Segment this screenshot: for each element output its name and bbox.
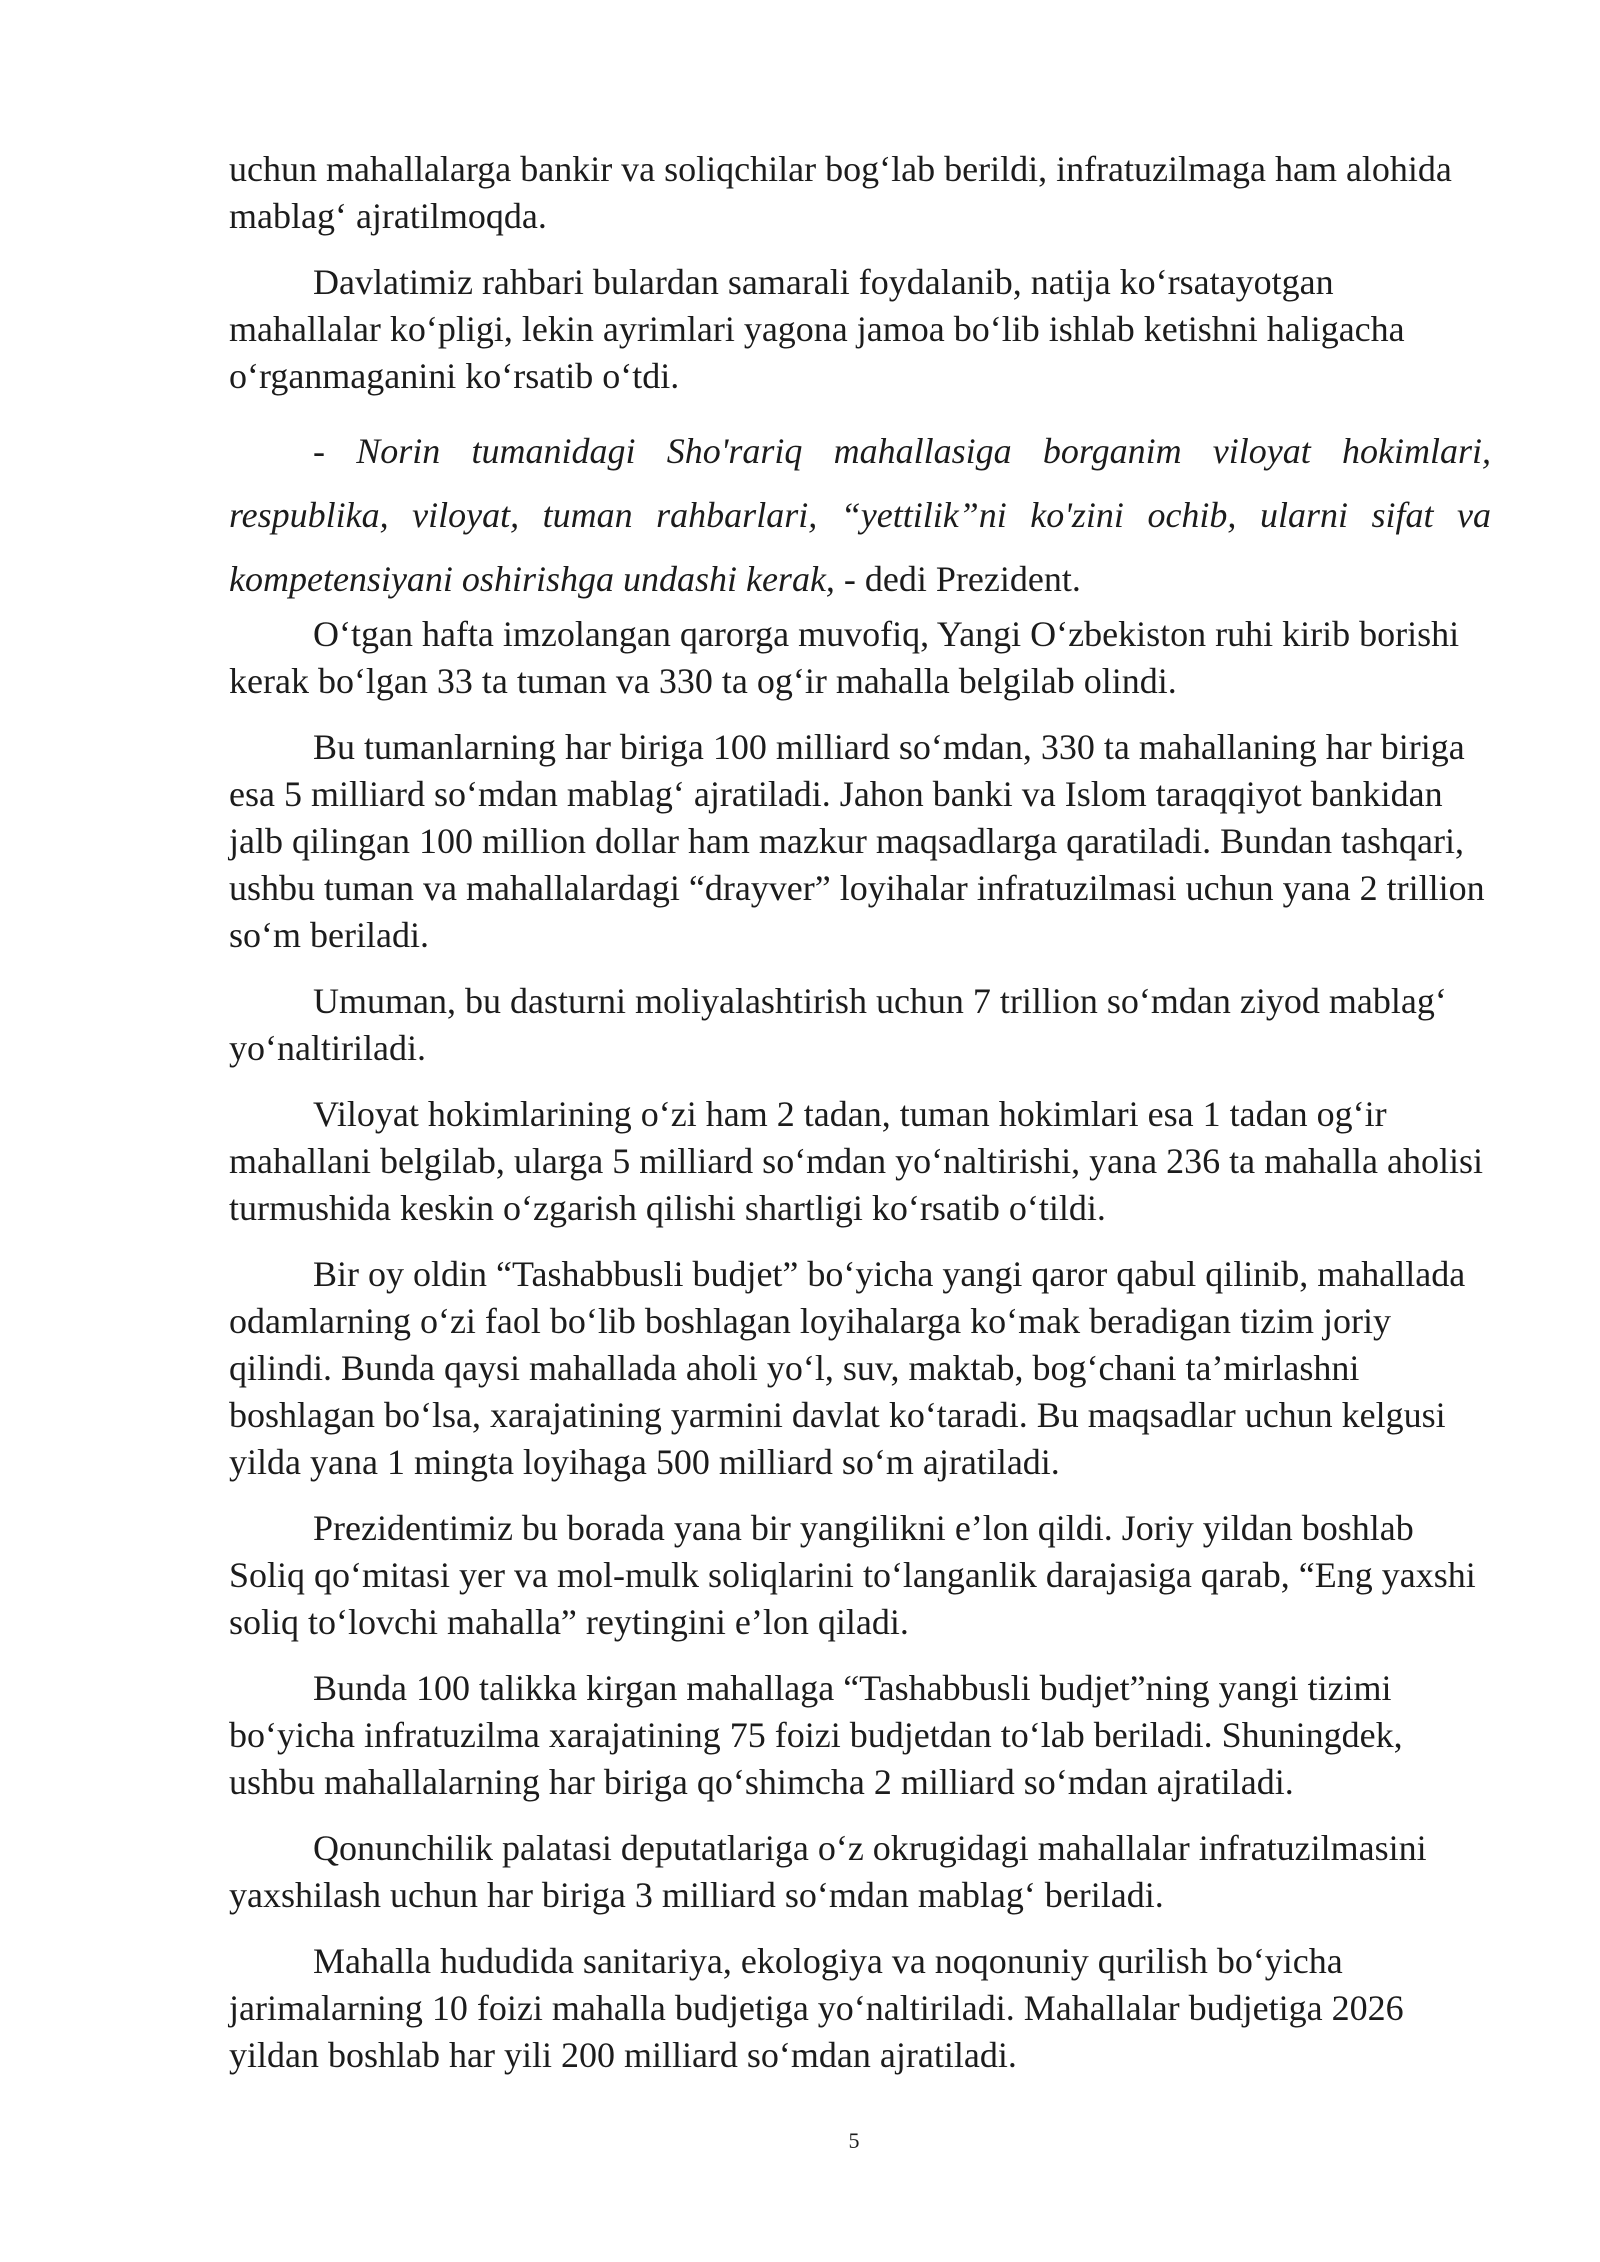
quote-attribution: - dedi Prezident. bbox=[834, 559, 1081, 599]
document-page bbox=[229, 146, 1491, 2098]
paragraph-4: O‘tgan hafta imzolangan qarorga muvofiq, Yangi O‘zbekiston ruhi kirib borishi kerak bo‘lgan 33 ta tuman va 330 ta og‘ir mahalla belgilab olindi. bbox=[229, 614, 1460, 701]
paragraph-5: Bu tumanlarning har biriga 100 milliard so‘mdan, 330 ta mahallaning har biriga esa 5 milliard so‘mdan mablag‘ ajratiladi. Jahon banki va Islom taraqqiyot bankidan jalb qilingan 100 million dollar ham mazkur maqsadlarga qaratiladi. Bundan tashqari, ushbu tuman va mahallalardagi “drayver” loyihalar infratuzilmasi uchun yana 2 trillion so‘m beriladi. bbox=[229, 727, 1485, 955]
paragraph-9: Prezidentimiz bu borada yana bir yangilikni e’lon qildi. Joriy yildan boshlab Soliq qo‘mitasi yer va mol-mulk soliqlarini to‘langanlik darajasiga qarab, “Eng yaxshi soliq to‘lovchi mahalla” reytingini e’lon qiladi. bbox=[229, 1508, 1476, 1642]
paragraph-10: Bunda 100 talikka kirgan mahallaga “Tashabbusli budjet”ning yangi tizimi bo‘yicha infratuzilma xarajatining 75 foizi budjetdan to‘lab beriladi. Shuningdek, ushbu mahallalarning har biriga qo‘shimcha 2 milliard so‘mdan ajratiladi. bbox=[229, 1668, 1403, 1802]
paragraph-11: Qonunchilik palatasi deputatlariga o‘z okrugidagi mahallalar infratuzilmasini yaxshilash uchun har biriga 3 milliard so‘mdan mablag‘ beriladi. bbox=[229, 1828, 1427, 1915]
paragraph-2: Davlatimiz rahbari bulardan samarali foydalanib, natija ko‘rsatayotgan mahallalar ko‘pligi, lekin ayrimlari yagona jamoa bo‘lib ishlab ketishni haligacha o‘rganmaganini ko‘rsatib o‘tdi. bbox=[229, 262, 1405, 396]
paragraph-7: Viloyat hokimlarining o‘zi ham 2 tadan, tuman hokimlari esa 1 tadan og‘ir mahallani belgilab, ularga 5 milliard so‘mdan yo‘naltirishi, yana 236 ta mahalla aholisi turmushida keskin o‘zgarish qilishi shartligi ko‘rsatib o‘tildi. bbox=[229, 1094, 1484, 1228]
page-number: 5 bbox=[848, 2128, 860, 2153]
quote-italic-text: - Norin tumanidagi Sho'rariq mahallasiga borganim viloyat hokimlari, respublika, viloyat, tuman rahbarlari, “yettilik”ni ko'zini ochib, ularni sifat va kompetensiyani oshirishga undashi kerak, bbox=[229, 431, 1491, 599]
paragraph-12: Mahalla hududida sanitariya, ekologiya va noqonuniy qurilish bo‘yicha jarimalarning 10 foizi mahalla budjetiga yo‘naltiriladi. Mahallalar budjetiga 2026 yildan boshlab har yili 200 milliard so‘mdan ajratiladi. bbox=[229, 1941, 1404, 2075]
president-quote bbox=[229, 419, 1491, 611]
paragraph-1: uchun mahallalarga bankir va soliqchilar bog‘lab berildi, infratuzilmaga ham alohida mablag‘ ajratilmoqda. bbox=[229, 149, 1452, 236]
paragraph-8: Bir oy oldin “Tashabbusli budjet” bo‘yicha yangi qaror qabul qilinib, mahallada odamlarning o‘zi faol bo‘lib boshlagan loyihalarga ko‘mak beradigan tizim joriy qilindi. Bunda qaysi mahallada aholi yo‘l, suv, maktab, bog‘chani ta’mirlashni boshlagan bo‘lsa, xarajatining yarmini davlat ko‘taradi. Bu maqsadlar uchun kelgusi yilda yana 1 mingta loyihaga 500 milliard so‘m ajratiladi. bbox=[229, 1254, 1466, 1482]
paragraph-6: Umuman, bu dasturni moliyalashtirish uchun 7 trillion so‘mdan ziyod mablag‘ yo‘naltiriladi. bbox=[229, 981, 1447, 1068]
